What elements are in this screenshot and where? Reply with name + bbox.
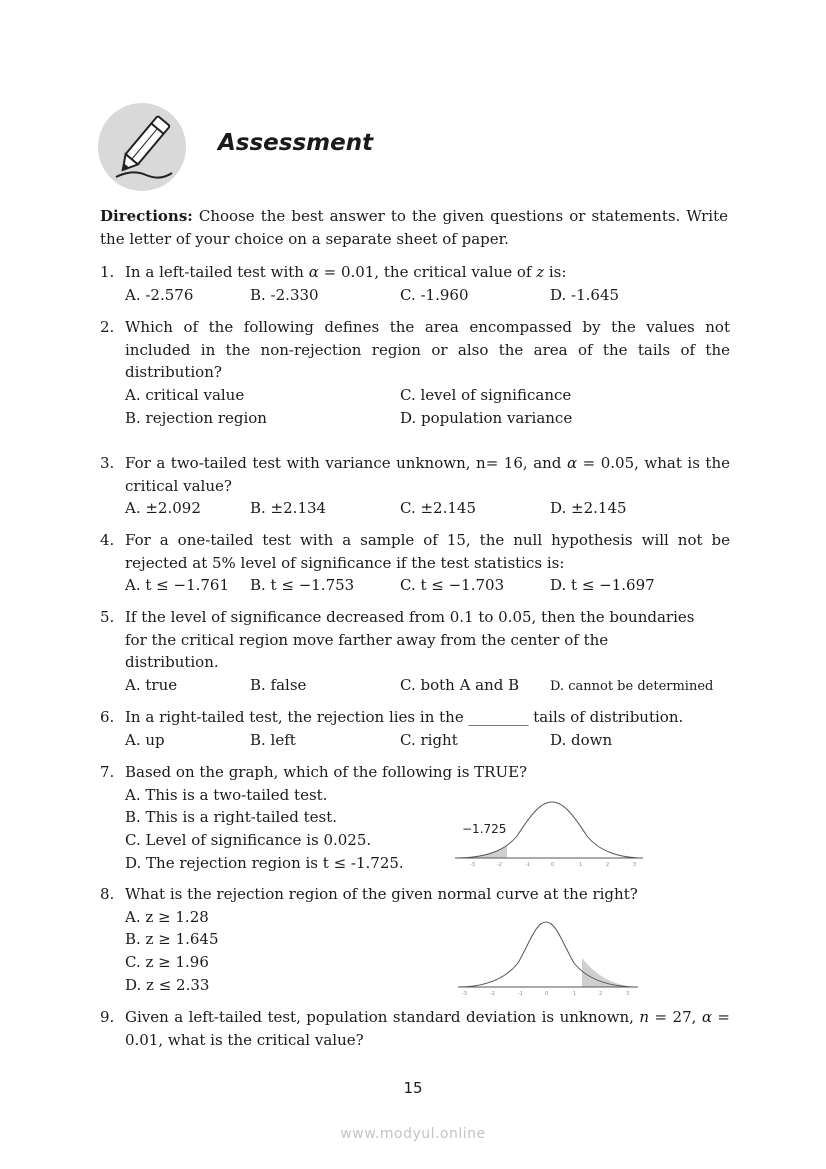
option-a[interactable]: A. This is a two-tailed test. — [125, 785, 328, 804]
question-number: 8. — [100, 885, 115, 903]
tick-label: 1 — [579, 862, 583, 868]
question-number: 2. — [100, 318, 115, 336]
option-a[interactable]: A. -2.576 — [125, 285, 194, 304]
left-tail-shade — [455, 846, 507, 858]
option-d[interactable]: D. population variance — [400, 408, 573, 427]
tick-label: 0 — [551, 862, 555, 868]
tick-label: 2 — [606, 862, 610, 868]
tick-label: 3 — [626, 991, 630, 997]
tick-label: -3 — [470, 862, 475, 868]
question-stem: In a right-tailed test, the rejection lies in the ________ tails of distribution. — [125, 708, 684, 726]
question-4 — [100, 529, 730, 597]
option-c[interactable]: C. -1.960 — [400, 285, 469, 304]
question-number: 4. — [100, 531, 115, 549]
question-number: 1. — [100, 263, 115, 281]
option-d[interactable]: D. t ≤ −1.697 — [550, 576, 655, 595]
tick-label: -1 — [525, 862, 530, 868]
question-1 — [100, 261, 730, 306]
option-b[interactable]: B. z ≥ 1.645 — [125, 930, 219, 949]
question-number: 9. — [100, 1008, 115, 1026]
directions-label: Directions: — [100, 207, 193, 225]
option-d[interactable]: D. -1.645 — [550, 285, 620, 304]
question-number: 6. — [100, 708, 115, 726]
assessment-logo — [98, 103, 186, 191]
option-d[interactable]: D. The rejection region is t ≤ -1.725. — [125, 853, 404, 872]
q7-normal-curve-graph — [455, 796, 645, 871]
option-b[interactable]: B. This is a right-tailed test. — [125, 808, 337, 827]
question-stem: Given a left-tailed test, population standard deviation is unknown, n = 27, α = 0.01, what is the critical value? — [125, 1008, 730, 1049]
bell-curve — [458, 922, 638, 987]
question-9 — [100, 1006, 730, 1051]
option-c[interactable]: C. ±2.145 — [400, 499, 476, 518]
critical-value-label: −1.725 — [462, 822, 507, 836]
option-b[interactable]: B. left — [250, 730, 296, 749]
question-stem: For a two-tailed test with variance unknown, n= 16, and α = 0.05, what is the critical value? — [125, 454, 730, 495]
pencil-icon — [98, 103, 186, 191]
tick-label: 1 — [573, 991, 577, 997]
question-6 — [100, 706, 730, 751]
option-c[interactable]: C. level of significance — [400, 386, 572, 405]
watermark: www.modyul.online — [340, 1126, 486, 1142]
option-d[interactable]: D. down — [550, 730, 613, 749]
question-5 — [100, 606, 730, 697]
question-stem: If the level of significance decreased from 0.1 to 0.05, then the boundaries for the critical region move farther away from the center of the distribution. — [125, 608, 695, 672]
option-d[interactable]: D. ±2.145 — [550, 499, 627, 518]
question-3 — [100, 452, 730, 520]
directions — [100, 205, 728, 251]
options-row — [125, 674, 730, 697]
tick-label: -1 — [518, 991, 523, 997]
question-number: 3. — [100, 454, 115, 472]
options-row — [125, 284, 730, 307]
tick-label: 3 — [633, 862, 637, 868]
question-stem: Based on the graph, which of the following is TRUE? — [125, 763, 528, 781]
option-b[interactable]: B. t ≤ −1.753 — [250, 576, 355, 595]
options-row — [125, 407, 730, 430]
tick-label: -2 — [497, 862, 502, 868]
question-number: 5. — [100, 608, 115, 626]
options-row — [125, 384, 730, 407]
q8-normal-curve-graph — [456, 918, 642, 998]
option-b[interactable]: B. rejection region — [125, 408, 267, 427]
option-d[interactable]: D. cannot be determined — [550, 679, 714, 695]
right-tail-shade — [582, 958, 638, 987]
option-c[interactable]: C. both A and B — [400, 676, 520, 695]
option-b[interactable]: B. ±2.134 — [250, 499, 327, 518]
option-a[interactable]: A. up — [125, 730, 165, 749]
question-number: 7. — [100, 763, 115, 781]
question-stem: What is the rejection region of the given normal curve at the right? — [125, 885, 638, 903]
option-c[interactable]: C. right — [400, 730, 458, 749]
directions-text: Choose the best answer to the given questions or statements. Write the letter of your choice on a separate sheet of paper. — [100, 207, 728, 248]
question-stem: In a left-tailed test with α = 0.01, the critical value of z is: — [125, 263, 567, 281]
tick-label: -2 — [490, 991, 495, 997]
options-row — [125, 574, 730, 597]
option-a[interactable]: A. critical value — [125, 386, 245, 405]
tick-label: 2 — [599, 991, 603, 997]
option-c[interactable]: C. z ≥ 1.96 — [125, 953, 209, 972]
options-row — [125, 497, 730, 520]
tick-label: -3 — [462, 991, 467, 997]
option-a[interactable]: A. true — [125, 676, 178, 695]
options-row — [125, 729, 730, 752]
option-c[interactable]: C. t ≤ −1.703 — [400, 576, 505, 595]
option-c[interactable]: C. Level of significance is 0.025. — [125, 831, 372, 850]
question-2 — [100, 316, 730, 429]
option-a[interactable]: A. ±2.092 — [125, 499, 201, 518]
question-stem: For a one-tailed test with a sample of 15, the null hypothesis will not be rejected at 5% level of significance if the test statistics is: — [125, 531, 730, 572]
option-b[interactable]: B. false — [250, 676, 307, 695]
option-b[interactable]: B. -2.330 — [250, 285, 319, 304]
tick-label: 0 — [545, 991, 549, 997]
page-title: Assessment — [218, 130, 374, 156]
page-number: 15 — [403, 1079, 423, 1097]
option-d[interactable]: D. z ≤ 2.33 — [125, 975, 210, 994]
question-stem: Which of the following defines the area encompassed by the values not included in the non-rejection region or also the area of the tails of the distribution? — [125, 318, 730, 382]
option-a[interactable]: A. z ≥ 1.28 — [125, 907, 209, 926]
option-a[interactable]: A. t ≤ −1.761 — [125, 576, 230, 595]
